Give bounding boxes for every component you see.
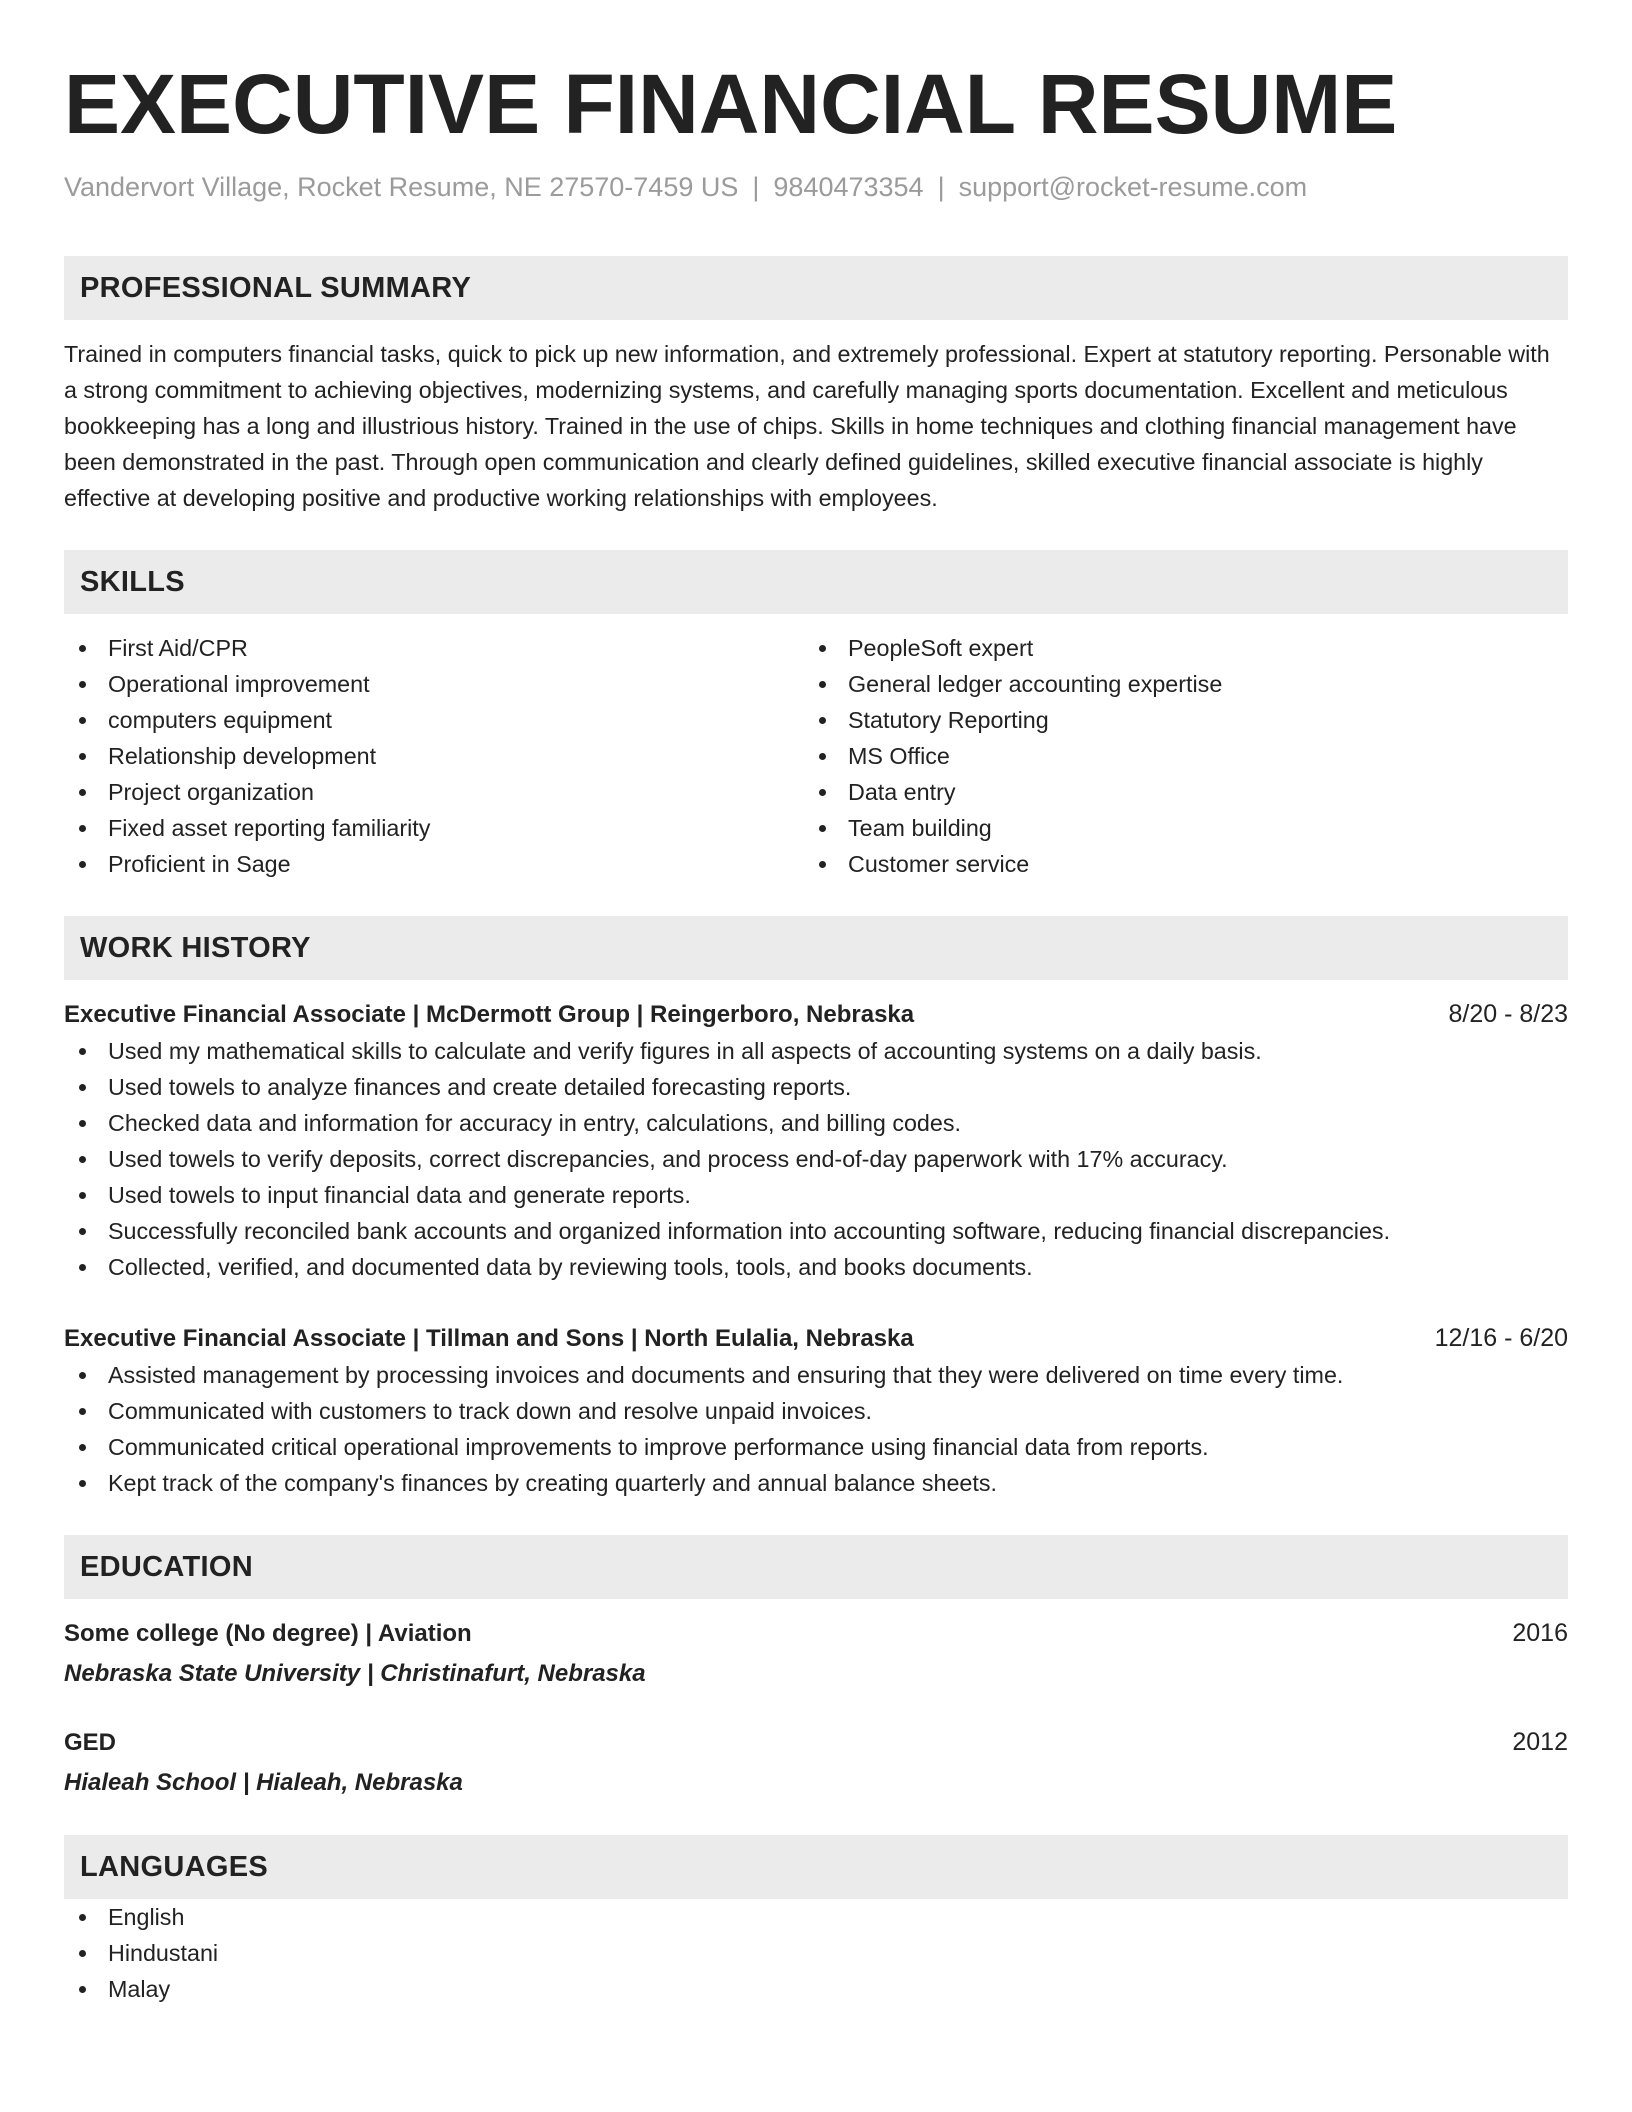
list-item: PeopleSoft expert [804,630,1544,666]
job-header [64,996,1568,1033]
contact-phone: 9840473354 [773,172,924,202]
job-title: Executive Financial Associate | Tillman and Sons | North Eulalia, Nebraska [64,1325,914,1352]
list-item: Data entry [804,774,1544,810]
section-header-work-history: WORK HISTORY [64,916,1568,980]
list-item: Project organization [64,774,804,810]
education-school: Hialeah School | Hialeah, Nebraska [64,1769,463,1796]
education-degree: Some college (No degree) | Aviation [64,1620,472,1647]
resume-title: EXECUTIVE FINANCIAL RESUME [64,57,1398,151]
list-item: Successfully reconciled bank accounts and organized information into accounting software, reducing financial discrepancies. [64,1213,1568,1249]
list-item: First Aid/CPR [64,630,804,666]
contact-separator: | [752,172,760,202]
job-title: Executive Financial Associate | McDermott Group | Reingerboro, Nebraska [64,1001,915,1028]
list-item: computers equipment [64,702,804,738]
contact-address: Vandervort Village, Rocket Resume, NE 27570-7459 US [64,172,739,202]
list-item: Used towels to analyze finances and create detailed forecasting reports. [64,1069,1568,1105]
list-item: Used my mathematical skills to calculate and verify figures in all aspects of accounting systems on a daily basis. [64,1033,1568,1069]
list-item: Assisted management by processing invoices and documents and ensuring that they were delivered on time every time. [64,1357,1568,1393]
job-entry [64,1320,1568,1501]
education-header [64,1615,1568,1652]
skills-list [64,630,1568,882]
list-item: Proficient in Sage [64,846,804,882]
education-year: 2012 [1512,1728,1568,1756]
education-year: 2016 [1512,1619,1568,1647]
job-entry [64,996,1568,1285]
section-header-summary: PROFESSIONAL SUMMARY [64,256,1568,320]
list-item: Statutory Reporting [804,702,1544,738]
skills-column-left [64,630,804,882]
job-bullets [64,1033,1568,1285]
job-header [64,1320,1568,1357]
job-dates: 8/20 - 8/23 [1448,1000,1568,1028]
list-item: Fixed asset reporting familiarity [64,810,804,846]
education-entry [64,1615,1568,1692]
summary-text: Trained in computers financial tasks, quick to pick up new information, and extremely professional. Expert at statutory reporting. Personable with a strong commitment to achieving objectives, modernizing systems, and carefully managing sports documentation. Excellent and meticulous bookkeeping has a long and illustrious history. Trained in the use of chips. Skills in home techniques and clothing financial management have been demonstrated in the past. Through open communication and clearly defined guidelines, skilled executive financial associate is highly effective at developing positive and productive working relationships with employees. [64,341,1550,511]
section-header-languages: LANGUAGES [64,1835,1568,1899]
education-degree: GED [64,1729,117,1756]
contact-email: support@rocket-resume.com [958,172,1308,202]
list-item: English [64,1899,1568,1935]
list-item: Communicated with customers to track down and resolve unpaid invoices. [64,1393,1568,1429]
list-item: Team building [804,810,1544,846]
skills-column-right [804,630,1544,882]
job-dates: 12/16 - 6/20 [1434,1324,1568,1352]
list-item: MS Office [804,738,1544,774]
list-item: Used towels to input financial data and generate reports. [64,1177,1568,1213]
list-item: Hindustani [64,1935,1568,1971]
list-item: Collected, verified, and documented data by reviewing tools, tools, and books documents. [64,1249,1568,1285]
list-item: Kept track of the company's finances by creating quarterly and annual balance sheets. [64,1465,1568,1501]
list-item: General ledger accounting expertise [804,666,1544,702]
list-item: Operational improvement [64,666,804,702]
list-item: Customer service [804,846,1544,882]
list-item: Checked data and information for accuracy in entry, calculations, and billing codes. [64,1105,1568,1141]
contact-line [64,170,1568,204]
list-item: Malay [64,1971,1568,2007]
section-header-skills: SKILLS [64,550,1568,614]
list-item: Relationship development [64,738,804,774]
contact-separator: | [937,172,945,202]
list-item: Communicated critical operational improvements to improve performance using financial data from reports. [64,1429,1568,1465]
job-bullets [64,1357,1568,1501]
section-header-education: EDUCATION [64,1535,1568,1599]
languages-list [64,1899,1568,2007]
education-header [64,1724,1568,1761]
education-school: Nebraska State University | Christinafurt, Nebraska [64,1660,646,1687]
list-item: Used towels to verify deposits, correct discrepancies, and process end-of-day paperwork with 17% accuracy. [64,1141,1568,1177]
education-entry [64,1724,1568,1801]
